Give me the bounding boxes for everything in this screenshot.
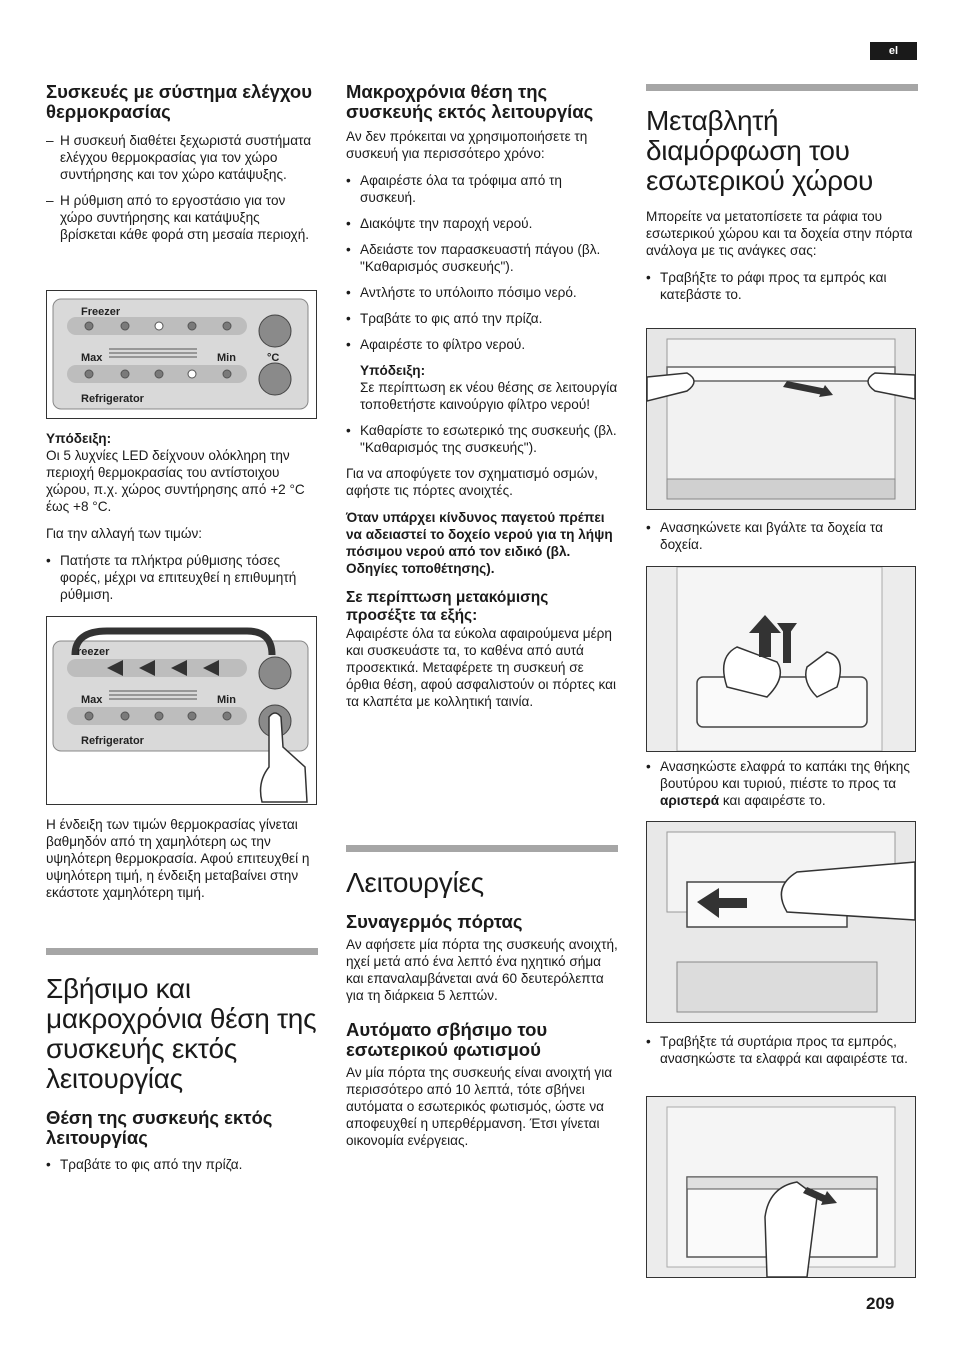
- bullet-unplug: • Τραβάτε το φις από την πρίζα.: [46, 1156, 318, 1173]
- section-rule-3: [646, 84, 918, 91]
- butter-compartment-illustration: [647, 822, 915, 1022]
- control-panel-illustration: [47, 291, 316, 418]
- note-text-2: Σε περίπτωση εκ νέου θέσης σε λειτουργία τοποθετήστε καινούργιο φίλτρο νερού!: [360, 380, 618, 412]
- bullet-drain-water: • Αντλήστε το υπόλοιπο πόσιμο νερό.: [346, 284, 618, 301]
- change-intro: Για την αλλαγή των τιμών:: [46, 526, 203, 541]
- heading-appliance-off: Θέση της συσκευής εκτός λειτουργίας: [46, 1107, 273, 1148]
- butter-lid-text-bold: αριστερά: [660, 793, 720, 808]
- panel-refrigerator-label: Refrigerator: [81, 393, 144, 405]
- panel2-refrigerator-label: Refrigerator: [81, 735, 144, 747]
- long-term-intro: Αν δεν πρόκειται να χρησιμοποιήσετε τη συσκευή για περισσότερο χρόνο:: [346, 129, 588, 161]
- panel2-freezer-label: reezer: [77, 646, 110, 658]
- panel-celsius-label: °C: [267, 352, 280, 364]
- transport-text: Αφαιρέστε όλα τα εύκολα αφαιρούμενα μέρη και συσκευάστε τα, το καθένα από αυτά προσεκτικά. Μεταφέρετε τη συσκευή σε όρθια θέση, αφού ασφαλιστούν οι πόρτες και τα κλαπέτα με κολλητική ταινία.: [346, 626, 617, 709]
- dash-item-1: – Η συσκευή διαθέτει ξεχωριστά συστήματα ελέγχου θερμοκρασίας για τον χώρο συντήρησης και τον χώρο κατάψυξης.: [46, 132, 318, 183]
- section-long-term-off: [346, 82, 618, 720]
- section-functions: [346, 868, 618, 1159]
- bullet-shelf: • Τραβήξτε το ράφι προς τα εμπρός και κατεβάστε το.: [646, 269, 918, 303]
- frost-warning: Όταν υπάρχει κίνδυνος παγετού πρέπει να αδειαστεί το δοχείο νερού για τη λήψη πόσιμου νερού από τον ειδικό (βλ. Οδηγίες τοποθέτησης).: [346, 510, 613, 576]
- door-bin-figure: [646, 566, 916, 752]
- bullet-butter-lid: [646, 758, 918, 809]
- control-panel-press-illustration: [47, 617, 316, 804]
- bullet-unplug-2: • Τραβάτε το φις από την πρίζα.: [346, 310, 618, 327]
- bullet-remove-food: • Αφαιρέστε όλα τα τρόφιμα από τη συσκευή.: [346, 172, 618, 206]
- door-bin-illustration: [647, 567, 915, 751]
- panel-max-label: Max: [81, 352, 103, 364]
- dash-item-2: – Η ρύθμιση από το εργοστάσιο για τον χώρο συντήρησης και κατάψυξης βρίσκεται κάθε φορά στη μεσαία περιοχή.: [46, 192, 318, 243]
- bullet-drawers: • Τραβήξτε τά συρτάρια προς τα εμπρός, ανασηκώστε τα ελαφρά και αφαιρέστε τα.: [646, 1033, 918, 1067]
- heading-long-term-off: Μακροχρόνια θέση της συσκευής εκτός λειτουργίας: [346, 81, 594, 122]
- note-label-2: Υπόδειξη:: [360, 363, 426, 378]
- bullet-press-keys: • Πατήστε τα πλήκτρα ρύθμισης τόσες φορές, μέχρι να επιτευχθεί η επιθυμητή ρύθμιση.: [46, 552, 318, 603]
- control-panel-press-figure: [46, 616, 317, 805]
- shelf-figure: [646, 328, 916, 510]
- panel2-max-label: Max: [81, 694, 103, 706]
- odor-text: Για να αποφύγετε τον σχηματισμό οσμών, αφήστε τις πόρτες ανοιχτές.: [346, 466, 598, 498]
- bullet-container-2: [646, 519, 918, 562]
- section-switch-off: [46, 974, 318, 1094]
- bullet-container-3: [646, 758, 918, 818]
- note-block-1: [46, 430, 318, 612]
- shelf-illustration: [647, 329, 915, 509]
- note-block-2: [346, 362, 618, 413]
- bullet-empty-icemaker: • Αδειάστε τον παρασκευαστή πάγου (βλ. "Καθαρισμός συσκευής").: [346, 241, 618, 275]
- heading-door-alarm: Συναγερμός πόρτας: [346, 911, 523, 932]
- note-label: Υπόδειξη:: [46, 431, 112, 446]
- section-rule: [46, 948, 318, 955]
- light-off-text: Αν μία πόρτα της συσκευής είναι ανοιχτή για περισσότερο από 10 λεπτά, τότε σβήνει αυτόματα ο εσωτερικός φωτισμός, ώστε να αποφευχθεί η υπερθέρμανση. Έτσι γίνεται οικονομία ενέργειας.: [346, 1065, 613, 1148]
- bullet-clean-interior: • Καθαρίστε το εσωτερικό της συσκευής (βλ. "Καθαρισμός της συσκευής").: [346, 422, 618, 456]
- panel-min-label: Min: [217, 352, 236, 364]
- note-text: Οι 5 λυχνίες LED δείχνουν ολόκληρη την περιοχή θερμοκρασίας του αντίστοιχου χώρου, π.χ. χώρος συντήρησης από +2 °C έως +8 °C.: [46, 448, 305, 514]
- bullet-lift-bins: • Ανασηκώνετε και βγάλτε τα δοχεία τα δοχεία.: [646, 519, 918, 553]
- bullet-water-supply: • Διακόψτε την παροχή νερού.: [346, 215, 618, 232]
- butter-lid-text-post: και αφαιρέστε το.: [719, 793, 826, 808]
- drawer-figure: [646, 1096, 916, 1278]
- value-display-block: [46, 816, 318, 911]
- dash-list: [46, 132, 318, 252]
- heading-light-off: Αυτόματο σβήσιμο του εσωτερικού φωτισμού: [346, 1019, 548, 1060]
- subsection-off: [46, 1108, 318, 1182]
- panel2-min-label: Min: [217, 694, 236, 706]
- bullet-container-4: [646, 1033, 918, 1076]
- heading-transport: Σε περίπτωση μετακόμισης προσέξτε τα εξής:: [346, 589, 549, 624]
- section-temperature-control: [46, 82, 318, 122]
- panel-freezer-label: Freezer: [81, 306, 121, 318]
- heading-temperature-control: Συσκευές με σύστημα ελέγχου θερμοκρασίας: [46, 81, 312, 122]
- interior-intro: Μπορείτε να μετατοπίσετε τα ράφια του εσωτερικού χώρου και τα δοχεία στην πόρτα ανάλογα με τις ανάγκες σας:: [646, 209, 913, 258]
- heading-interior-layout: Μεταβλητή διαμόρφωση του εσωτερικού χώρου: [646, 105, 874, 196]
- page-number: 209: [866, 1294, 895, 1313]
- butter-compartment-figure: [646, 821, 916, 1023]
- butter-lid-text-pre: Ανασηκώστε ελαφρά το καπάκι της θήκης βουτύρου και τυριού, πιέστε το προς τα: [660, 759, 910, 791]
- section-interior-layout: [646, 106, 918, 312]
- bullet-remove-filter: • Αφαιρέστε το φίλτρο νερού.: [346, 336, 618, 353]
- door-alarm-text: Αν αφήσετε μία πόρτα της συσκευής ανοιχτή, ηχεί μετά από ένα λεπτό ένα ηχητικό σήμα και επαναλαμβάνεται ανά 60 δευτερόλεπτα για τη διάρκεια 5 λεπτών.: [346, 937, 618, 1003]
- heading-functions: Λειτουργίες: [346, 867, 484, 898]
- drawer-illustration: [647, 1097, 915, 1277]
- language-tab: el: [870, 42, 917, 60]
- heading-switch-off: Σβήσιμο και μακροχρόνια θέση της συσκευής εκτός λειτουργίας: [46, 973, 317, 1094]
- section-rule-2: [346, 845, 618, 852]
- value-display-text: Η ένδειξη των τιμών θερμοκρασίας γίνεται βαθμηδόν από τη χαμηλότερη ως την υψηλότερη θερμοκρασία. Αφού επιτευχθεί η υψηλότερη τιμή, η ένδειξη μεταβαίνει στην εκάστοτε χαμηλότερη τιμή.: [46, 817, 310, 900]
- control-panel-figure: [46, 290, 317, 419]
